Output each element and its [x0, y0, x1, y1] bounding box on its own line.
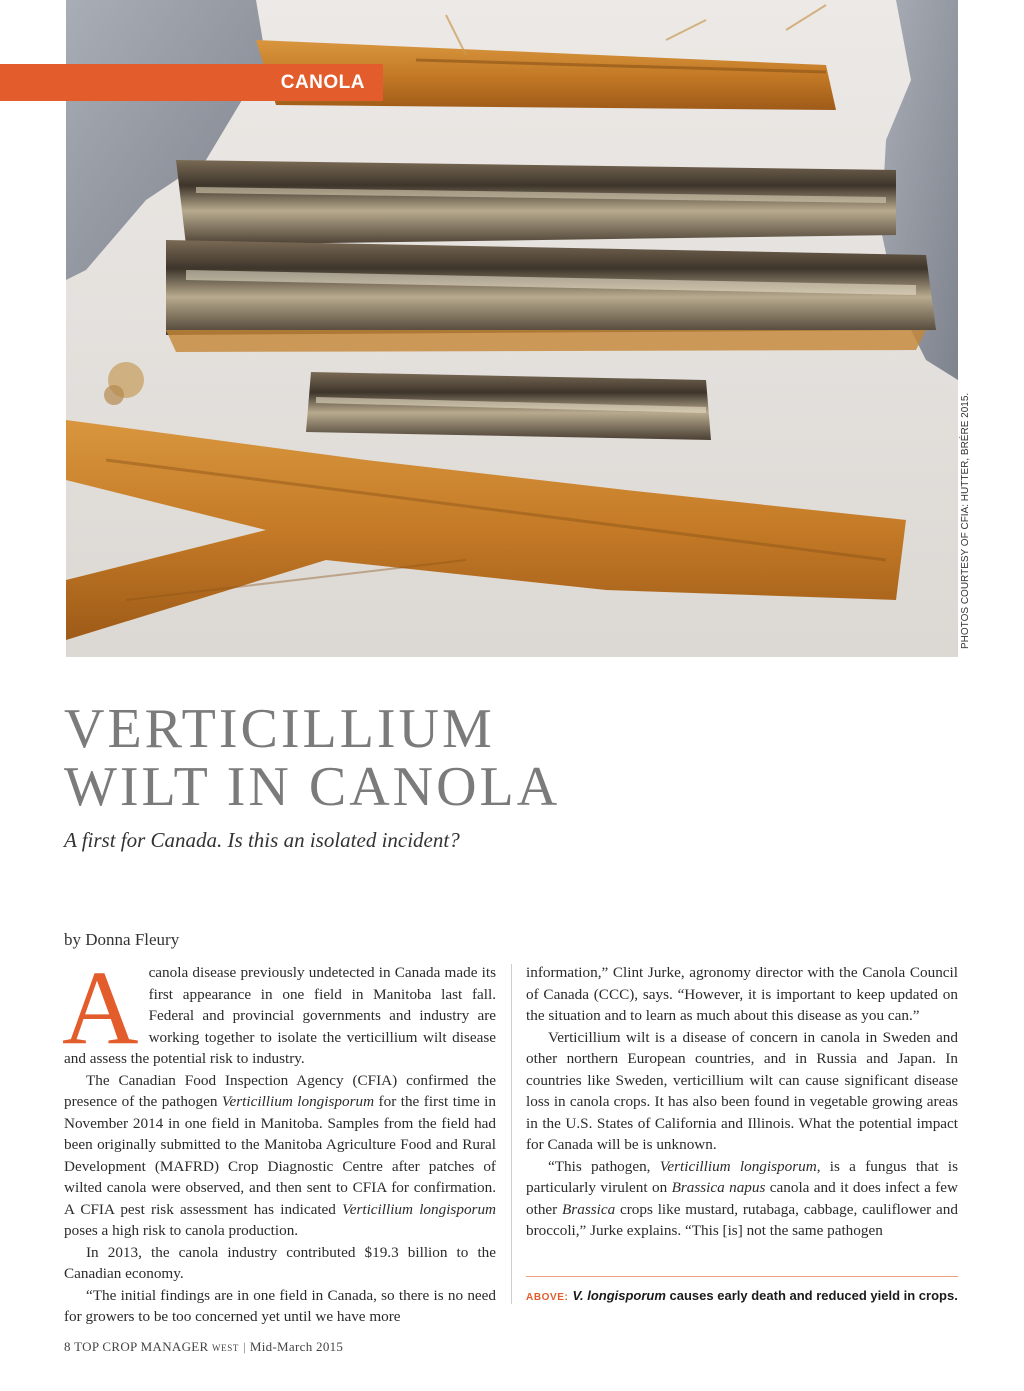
species-name: Brassica napus — [671, 1179, 766, 1196]
paragraph-text: canola disease previously undetected in Canada made its first appearance in one field in Manitoba last fall. Federal and provincial governments and industry are working together to isolate the verticillium wilt disease and assess the potential risk to industry. — [64, 964, 496, 1067]
species-name: Verticillium longisporum — [342, 1200, 497, 1218]
magazine-name: TOP CROP MANAGER — [74, 1339, 209, 1354]
article-paragraph — [526, 1156, 958, 1242]
species-name: Verticillium longisporum — [221, 1093, 375, 1110]
issue-date: Mid-March 2015 — [249, 1339, 344, 1354]
paragraph-text: canola and it does infect a few other — [526, 1179, 958, 1218]
caption-species: V. longisporum — [572, 1288, 666, 1303]
page-footer — [64, 1339, 343, 1355]
article-paragraph: Verticillium wilt is a disease of concern in canola in Sweden and other northern European countries, and in Russia and Japan. In countries like Sweden, verticillium wilt can cause significant disease loss in canola crops. It has also been found in vegetable growing areas in the U.S. States of California and Illinois. What the potential impact for Canada will be is unknown. — [526, 1028, 958, 1153]
article-column-right — [526, 962, 958, 1242]
article-paragraph — [64, 1070, 496, 1242]
article-column-left — [62, 949, 497, 1328]
byline: by Donna Fleury — [64, 930, 180, 949]
paragraph-text: “This pathogen, — [548, 1157, 660, 1175]
magazine-edition: WEST — [212, 1343, 239, 1353]
headline — [64, 700, 764, 816]
article-paragraph: information,” Clint Jurke, agronomy director with the Canola Council of Canada (CCC), says. “However, it is important to keep updated on the situation and to learn as much about this disease as you can.” — [526, 964, 958, 1024]
section-label: CANOLA — [280, 71, 365, 93]
article-paragraph — [62, 949, 496, 1070]
photo-caption — [526, 1287, 958, 1306]
paragraph-text: poses a high risk to canola production. — [64, 1222, 299, 1239]
article-paragraph: In 2013, the canola industry contributed $19.3 billion to the Canadian economy. — [64, 1243, 496, 1282]
column-divider — [511, 964, 512, 1304]
caption-text: causes early death and reduced yield in crops. — [665, 1288, 958, 1303]
paragraph-text: crops like mustard, rutabaga, cabbage, cauliflower and broccoli,” Jurke explains. “This [is] not the same pathogen — [526, 1200, 958, 1239]
photo-credit — [960, 392, 974, 660]
paragraph-text: The Canadian Food Inspection Agency (CFIA) confirmed the presence of the pathogen — [64, 1071, 496, 1110]
species-name: Brassica — [562, 1200, 616, 1218]
headline-line-2: WILT IN CANOLA — [64, 756, 561, 818]
paragraph-text: , is a fungus that is particularly virulent on — [526, 1157, 958, 1196]
caption-lead: ABOVE: — [526, 1292, 569, 1303]
species-name: Verticillium longisporum — [659, 1157, 817, 1175]
footer-separator: | — [242, 1339, 246, 1354]
section-tab — [0, 64, 383, 101]
drop-cap: A — [62, 949, 139, 1066]
deck: A first for Canada. Is this an isolated incident? — [64, 828, 460, 852]
headline-line-1: VERTICILLIUM — [64, 698, 495, 760]
caption-rule — [526, 1276, 958, 1277]
paragraph-text: for the first time in November 2014 in one field in Manitoba. Samples from the field had been originally submitted to the Manitoba Agriculture Food and Rural Development (MAFRD) Crop Diagnostic Centre after patches of wilted canola were observed, and then sent to CFIA for confirmation. A CFIA pest risk assessment has indicated — [64, 1093, 496, 1218]
photo-credit-text: PHOTOS COURTESY OF CFIA: HUTTER, BRÉRE 2015. — [960, 392, 971, 649]
page-number: 8 — [64, 1339, 71, 1354]
article-paragraph: “The initial findings are in one field in Canada, so there is no need for growers to be too concerned yet until we have more — [64, 1286, 496, 1325]
